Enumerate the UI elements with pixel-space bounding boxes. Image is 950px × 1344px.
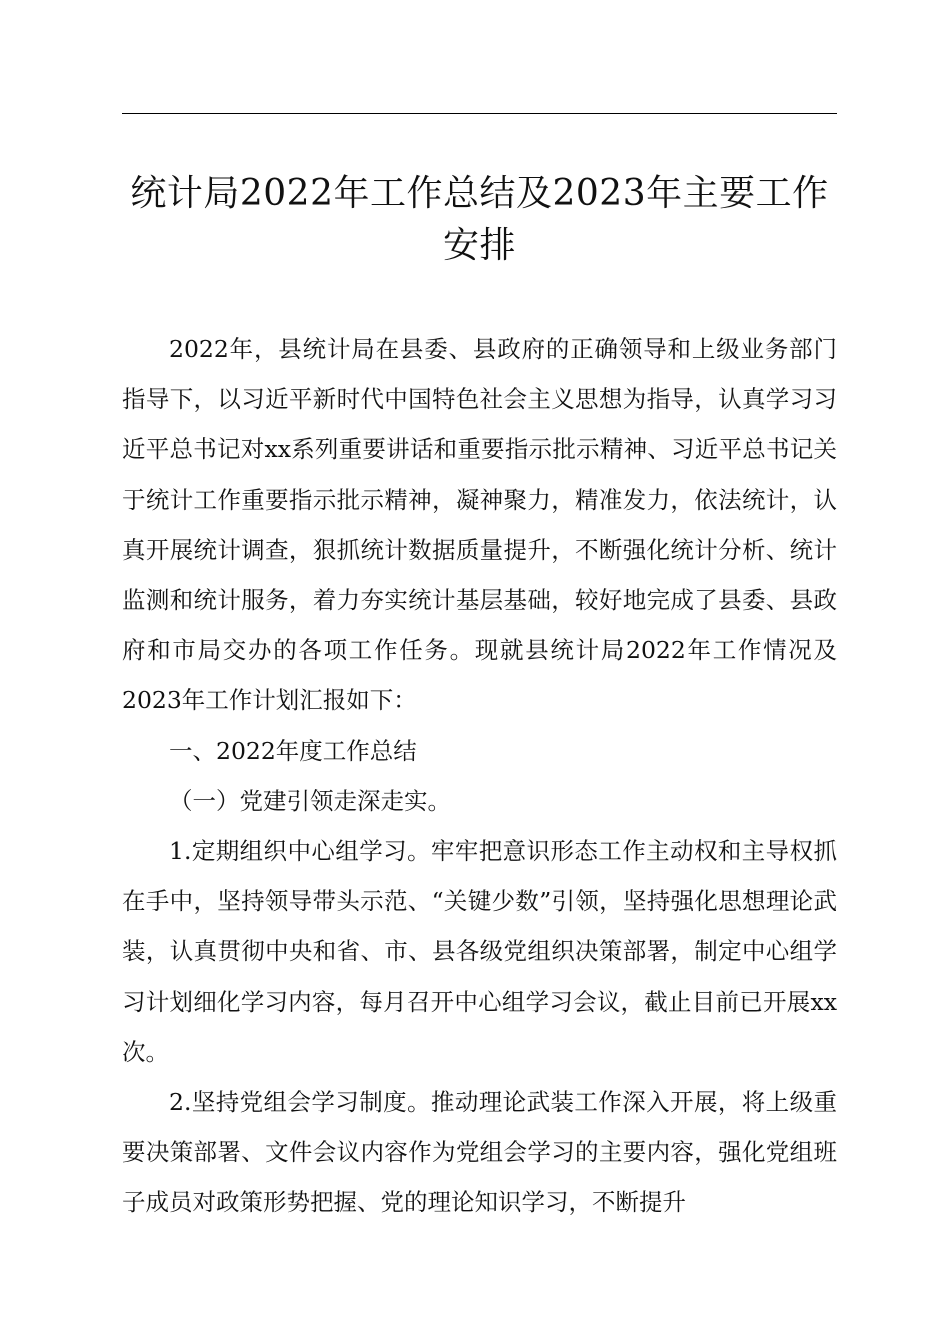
subsection-heading: （一）党建引领走深走实。 [169, 786, 451, 815]
intro-paragraph: 2022年，县统计局在县委、县政府的正确领导和上级业务部门指导下，以习近平新时代中国特色社会主义思想为指导，认真学习习近平总书记对xx系列重要讲话和重要指示批示精神、习近平总书记关于统计工作重要指示批示精神，凝神聚力，精准发力，依法统计，认真开展统计调查，狠抓统计数据质量提升，不断强化统计分析、统计监测和统计服务，着力夯实统计基层基础，较好地完成了县委、县政府和市局交办的各项工作任务。现就县统计局2022年工作情况及2023年工作计划汇报如下： [122, 335, 837, 715]
header-rule [122, 113, 837, 114]
document-body [122, 324, 837, 1228]
document-title: 统计局2022年工作总结及2023年主要工作安排 [130, 173, 829, 266]
item-paragraph-2: 2.坚持党组会学习制度。推动理论武装工作深入开展，将上级重要决策部署、文件会议内容作为党组会学习的主要内容，强化党组班子成员对政策形势把握、党的理论知识学习，不断提升 [122, 1088, 837, 1217]
item-paragraph-1: 1.定期组织中心组学习。牢牢把意识形态工作主动权和主导权抓在手中，坚持领导带头示范、“关键少数”引领，坚持强化思想理论武装，认真贯彻中央和省、市、县各级党组织决策部署，制定中心组学习计划细化学习内容，每月召开中心组学习会议，截止目前已开展xx次。 [122, 837, 837, 1066]
section-heading: 一、2022年度工作总结 [169, 736, 417, 765]
